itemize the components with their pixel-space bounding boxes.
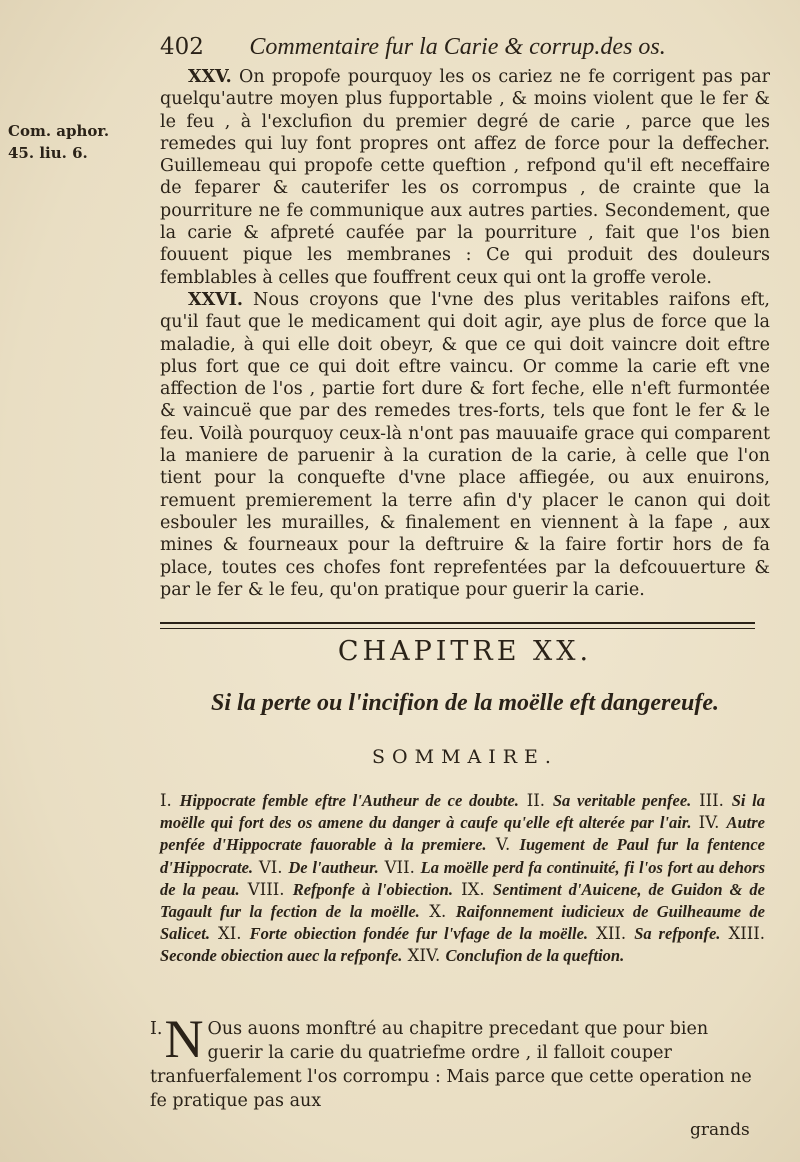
summary-item-text: De l'autheur. (288, 857, 379, 877)
paragraph (160, 66, 770, 289)
summary-item-text: Conclufion de la queftion. (445, 946, 625, 966)
summary-item-number: X. (429, 902, 447, 922)
paragraph (160, 289, 770, 601)
summary-item-text: La moëlle perd fa continuité, fi l'os fort au dehors de la peau. (160, 857, 766, 899)
summary-item-text: Hippocrate femble eftre l'Autheur de ce doubte. (179, 791, 519, 810)
chapter-subtitle: Si la perte ou l'incifion de la moëlle eft dangereufe. (211, 690, 719, 716)
summary-item-number: IX. (461, 879, 485, 899)
chapter-title: CHAPITRE XX. (337, 636, 593, 667)
paragraph-text: On propofe pourquoy les os cariez ne fe corrigent pas par quelqu'autre moyen plus fupportable , & moins violent que le fer & le feu , à l'exclufion du premier degré de carie , parce que les remedes qui luy font propres ont affez de force pour la deffecher. Guillemeau qui propofe cette queftion , refpond qu'il eft neceffaire de feparer & cauterifer les os corrompus , de crainte que la pourriture ne fe communique aux autres parties. Secondement, que la carie & afpreté caufée par la pourriture , fait que l'os bien fouuent pique les membranes : Ce qui produit des douleurs femblables à celles que fouffrent ceux qui ont la groffe verole. (160, 67, 770, 288)
summary-item-number: V. (495, 835, 511, 855)
summary-item-text: Refponfe à l'obiection. (292, 879, 453, 899)
summary-item-number: VIII. (247, 879, 285, 899)
summary-item-number: I. (160, 791, 172, 810)
summary-item-number: III. (699, 791, 724, 810)
chapter-opening-text: Ous auons monftré au chapitre precedant que pour bien guerir la carie du quatriefme ordre , il falloit couper tranfuerfalement l'os corrompu : Mais parce que cette operation ne fe pratique pas aux (150, 1019, 752, 1111)
summary-item-text: Autre penfée d'Hippocrate fauorable à la premiere. (160, 813, 766, 855)
summary-item-number: XII. (596, 924, 627, 944)
catchword: grands (690, 1120, 750, 1140)
summary-list (160, 790, 765, 968)
chapter-opening (150, 1009, 765, 1113)
summary-item-number: IV. (698, 813, 720, 833)
page-number: 402 (160, 34, 204, 60)
section-rule (160, 622, 755, 629)
summary-item-number: XIV. (407, 946, 441, 966)
summary-item-text: Forte obiection fondée fur l'vfage de la moëlle. (249, 924, 589, 944)
margin-note (8, 120, 158, 164)
summary-item-number: XI. (218, 924, 242, 944)
body-text (160, 66, 770, 601)
summary-item-text: Raifonnement iudicieux de Guilheaume de Salicet. (160, 902, 765, 944)
margin-note-line: Com. aphor. (8, 122, 110, 140)
summary-item-text: Sa veritable penfee. (552, 791, 692, 810)
summary-item-text: Sa refponfe. (634, 924, 721, 944)
summary-item-number: VII. (384, 857, 415, 877)
drop-cap: N (164, 1009, 204, 1069)
page-header (160, 34, 720, 66)
summary-item-text: Sentiment d'Auicene, de Guidon & de Tagault fur la fection de la moëlle. (160, 879, 766, 922)
section-number: I. (150, 1019, 163, 1039)
summary-item-number: XIII. (728, 924, 765, 944)
summary-item-number: VI. (258, 857, 283, 877)
margin-note-line: 45. liu. 6. (8, 144, 88, 162)
summary-item-number: II. (526, 791, 546, 810)
running-title: Commentaire fur la Carie & corrup.des os. (249, 34, 666, 60)
summary-item-text: Seconde obiection auec la refponfe. (160, 946, 403, 966)
summary-item-text: Si la moëlle qui fort des os amene du danger à caufe qu'elle eft alterée par l'air. (160, 791, 766, 833)
sommaire-heading: SOMMAIRE. (372, 746, 558, 768)
paragraph-number: XXV. (188, 67, 232, 87)
summary-item-text: Iugement de Paul fur la fentence d'Hippocrate. (160, 835, 766, 877)
paragraph-number: XXVI. (188, 289, 244, 310)
paragraph-text: Nous croyons que l'vne des plus veritables raifons eft, qu'il faut que le medicament qui doit agir, aye plus de force que la maladie, à qui elle doit obeyr, & que ce qui doit vaincre doit eftre plus fort que ce qui doit eftre vaincu. Or comme la carie eft vne affection de l'os , partie fort dure & fort feche, elle n'eft furmontée & vaincuë que par des remedes tres-forts, tels que font le fer & le feu. Voilà pourquoy ceux-là n'ont pas mauuaife grace qui comparent la maniere de paruenir à la curation de la carie, à celle que l'on tient pour la conquefte d'vne place affiegée, ou aux enuirons, remuent premierement la terre afin d'y placer le canon qui doit esbouler les murailles, & finalement en viennent à la fape , aux mines & fourneaux pour la deftruire & la faire fortir hors de fa place, toutes ces chofes font reprefentées par la defcouuerture & par le fer & le feu, qu'on pratique pour guerir la carie. (160, 289, 770, 600)
